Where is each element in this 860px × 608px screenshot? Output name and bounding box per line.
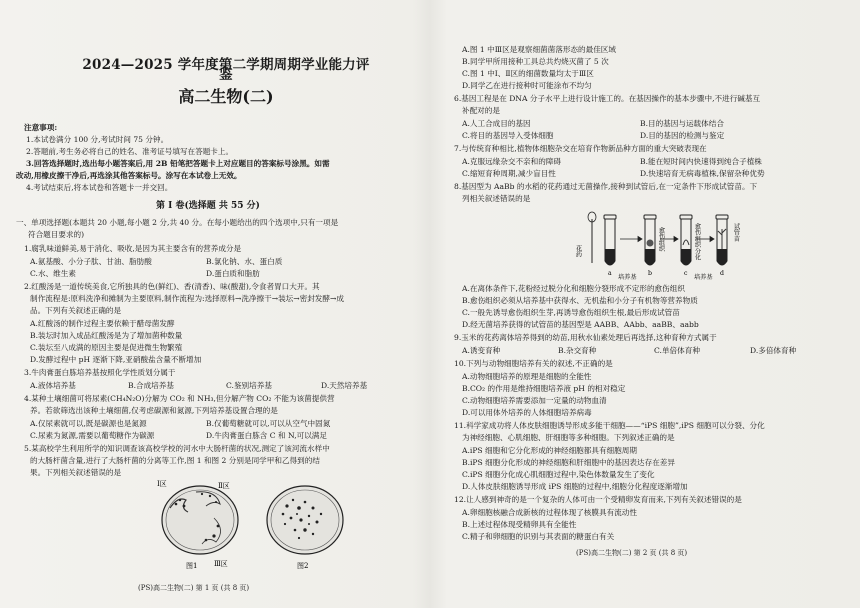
q2-option-a: A.红酸汤的制作过程主要依赖于醋母菌发酵 (30, 319, 175, 328)
q6-option-a: A.人工合成目的基因 (462, 119, 531, 128)
q2-stem: 品。下列有关叙述正确的是 (30, 306, 122, 315)
q8-option-d: D.经无菌培养获得的试管苗的基因型是 AABB、AAbb、aaBB、aabb (462, 320, 699, 329)
q2-option-b: B.装坛时加入成品红酸汤是为了增加菌种数量 (30, 331, 183, 340)
tube-b-label: b (648, 270, 652, 277)
q12-stem: 12.让人感到神奇的是一个复杂的人体可由一个受精卵发育而来,下列有关叙述错误的是 (454, 495, 742, 504)
page-1 (16, 0, 416, 608)
q2-stem: 制作流程是:原料洗净和摊制为主要原料,制作流程为:选择原料→洗净擦干→装坛→密封发酵→成 (30, 294, 344, 303)
q12-option-c: C.精子和卵细胞的识别与其表面的糖蛋白有关 (462, 532, 615, 541)
notice-item: 1.本试卷满分 100 分,考试时间 75 分钟。 (26, 135, 169, 144)
q12-option-a: A.卵细胞核融合成新核的过程体现了核膜具有流动性 (462, 508, 637, 517)
figure-2-label: 图2 (297, 562, 309, 570)
q6-option-b: B.目的基因与运载体结合 (640, 119, 724, 128)
q9-option-d: D.多倍体育种 (750, 346, 797, 355)
anther-label: 花药 (574, 245, 582, 258)
tube-d-label: d (720, 270, 724, 277)
zone-1-label: Ⅰ区 (157, 480, 167, 488)
q9-option-a: A.诱变育种 (462, 346, 501, 355)
q7-stem: 7.与传统育种相比,植物体细胞杂交在培育作物新品种方面的重大突破表现在 (454, 144, 707, 153)
q4-option-d: D.牛肉膏蛋白胨含 C 和 N,可以满足 (206, 431, 327, 440)
figure-1-streak-plate (156, 478, 246, 570)
notice-item: 3.回答选择题时,选出每小题答案后,用 2B 铅笔把答题卡上对应题目的答案标号涂黑。如需 (26, 159, 330, 168)
q6-option-c: C.将目的基因导入受体细胞 (462, 131, 554, 140)
q4-option-c: C.尿素为氮源,需要以葡萄糖作为碳源 (30, 431, 155, 440)
q11-stem: 11.科学家成功将人体皮肤细胞诱导形成多能干细胞——“iPS 细胞”,iPS 细胞可以分裂、分化 (454, 421, 765, 430)
q4-stem: 养。若欲筛选出该种土壤细菌,仅考虑碳源和氮源,下列培养基设置合理的是 (30, 406, 278, 415)
tube-c-label: c (684, 270, 688, 277)
q12-option-b: B.上述过程体现受精卵具有全能性 (462, 520, 577, 529)
q11-stem: 为神经细胞、心肌细胞、肝细胞等多种细胞。下列叙述正确的是 (462, 433, 675, 442)
page-2 (448, 0, 848, 608)
figure-1-label: 图1 (186, 562, 198, 570)
q8-stem: 列相关叙述错误的是 (462, 194, 531, 203)
notice-item: 4.考试结束后,将本试卷和答题卡一并交回。 (26, 183, 173, 192)
q11-option-a: A.iPS 细胞和它分化形成的神经细胞都具有细胞周期 (462, 446, 637, 455)
q9-option-b: B.杂交育种 (558, 346, 597, 355)
page-footer: (PS)高二生物(二) 第 1 页 (共 8 页) (138, 584, 250, 592)
notice-item: 2.答题前,考生务必将自己的姓名、准考证号填写在答题卡上。 (26, 147, 234, 156)
q4-option-a: A.仅尿素就可以,既是碳源也是氮源 (30, 419, 147, 428)
tube-a-label: a (608, 270, 612, 277)
q8-tissue-culture-diagram (570, 205, 760, 281)
q1-option-b: B.氯化钠、水、蛋白质 (206, 257, 283, 266)
q11-option-c: C.iPS 细胞分化成心肌细胞过程中,染色体数量发生了变化 (462, 470, 655, 479)
exam-subtitle: 高二生物(二) (178, 87, 274, 106)
q8-option-b: B.愈伤组织必须从培养基中获得水、无机盐和小分子有机物等营养物质 (462, 296, 698, 305)
notice-heading: 注意事项: (24, 123, 58, 132)
q5-stem: 果。下列相关叙述错误的是 (30, 468, 122, 477)
q8-option-a: A.在离体条件下,花粉经过脱分化和细胞分裂形成不定形的愈伤组织 (462, 284, 685, 293)
q10-option-b: B.CO₂ 的作用是维持细胞培养液 pH 的相对稳定 (462, 384, 626, 393)
zone-3-label: Ⅲ区 (214, 560, 228, 568)
q7-option-a: A.克服远缘杂交不亲和的障碍 (462, 157, 562, 166)
q7-option-b: B.能在短时间内快速得到纯合子植株 (640, 157, 762, 166)
medium-label: 培养基 (618, 274, 637, 281)
section-intro: 符合题目要求的) (28, 230, 85, 239)
q1-option-c: C.水、维生素 (30, 269, 76, 278)
exam-title: 2024—2025 学年度第二学期周期学业能力评鉴 (82, 57, 370, 84)
q5-option-d: D.同学乙在进行接种时可能涂布不均匀 (462, 81, 592, 90)
q8-option-c: C.一般先诱导愈伤组织生芽,再诱导愈伤组织生根,最后形成试管苗 (462, 308, 680, 317)
q11-option-b: B.iPS 细胞分化形成的神经细胞和肝细胞中的基因表达存在差异 (462, 458, 675, 467)
page-footer: (PS)高二生物(二) 第 2 页 (共 8 页) (576, 549, 688, 557)
q11-option-d: D.人体皮肤细胞诱导形成 iPS 细胞的过程中,细胞分化程度逐渐增加 (462, 482, 688, 491)
q4-stem: 4.某种土壤细菌可将尿素(CH₄N₂O)分解为 CO₂ 和 NH₃,但分解产物 CO₂ 不能为该菌提供营 (24, 394, 335, 403)
q10-option-a: A.动物细胞培养的原理是细胞的全能性 (462, 372, 592, 381)
q10-option-c: C.动物细胞培养需要添加一定量的动物血清 (462, 396, 607, 405)
q9-stem: 9.玉米的花药离体培养得到的幼苗,用秋水仙素处理后再选择,这种育种方式属于 (454, 333, 717, 342)
q8-stem: 8.基因型为 AaBb 的水稻的花药通过无菌操作,接种到试管后,在一定条件下形成试管苗。下 (454, 182, 758, 191)
q3-option-a: A.液体培养基 (30, 381, 76, 390)
q6-stem: 补配对的是 (462, 106, 500, 115)
q2-option-d: D.发酵过程中 pH 逐渐下降,亚硝酸盐含量不断增加 (30, 355, 202, 364)
q5-stem: 的大肠杆菌含量,进行了大肠杆菌的分离等工作,图 1 和图 2 分别是同学甲和乙得到的结 (30, 456, 320, 465)
plantlet-label: 试管苗 (732, 223, 740, 242)
q3-stem: 3.牛肉膏蛋白胨培养基按照化学性质划分属于 (24, 368, 176, 377)
q1-option-a: A.氨基酸、小分子肽、甘油、脂肪酸 (30, 257, 152, 266)
q10-stem: 10.下列与动物细胞培养有关的叙述,不正确的是 (454, 359, 613, 368)
callus-label: 愈伤组织 (657, 227, 665, 252)
medium-label: 培养基 (694, 274, 713, 281)
q7-option-d: D.快速培育无病毒植株,保留杂种优势 (640, 169, 765, 178)
section-intro: 一、单项选择题(本题共 20 小题,每小题 2 分,共 40 分。在每小题给出的四个选项中,只有一项是 (16, 218, 339, 227)
notice-item: 改动,用橡皮擦干净后,再选涂其他答案标号。涂写在本试卷上无效。 (16, 171, 242, 180)
q1-stem: 1.腐乳味道鲜美,易于消化、吸收,是因为其主要含有的营养成分是 (24, 244, 242, 253)
differentiation-label: 愈伤组织分化 (693, 223, 701, 261)
q5-option-a: A.图 1 中Ⅲ区是观察细菌菌落形态的最佳区域 (462, 45, 616, 54)
q3-option-d: D.天然培养基 (321, 381, 368, 390)
q1-option-d: D.蛋白质和脂肪 (206, 269, 260, 278)
q7-option-c: C.缩短育种周期,减少盲目性 (462, 169, 556, 178)
q6-option-d: D.目的基因的检测与鉴定 (640, 131, 725, 140)
q5-option-c: C.图 1 中Ⅰ、Ⅱ区的细菌数量均太于Ⅲ区 (462, 69, 594, 78)
section-title: 第 Ⅰ 卷(选择题 共 55 分) (156, 201, 260, 211)
q4-option-b: B.仅葡萄糖就可以,可以从空气中固氮 (206, 419, 331, 428)
anther-icon (588, 212, 596, 263)
q5-stem: 5.某高校学生利用所学的知识调查该高校学校的河水中大肠杆菌的状况,测定了该河流水样中 (24, 444, 330, 453)
q9-option-c: C.单倍体育种 (654, 346, 700, 355)
q5-option-b: B.同学甲所用接种工具总共灼烧灭菌了 5 次 (462, 57, 609, 66)
figure-2-spread-plate (261, 478, 349, 570)
q2-stem: 2.红酸汤是一道传统美食,它所独具的色(鲜红)、香(清香)、味(酸甜),令食者胃口大开。其 (24, 282, 320, 291)
q3-option-b: B.合成培养基 (128, 381, 174, 390)
q3-option-c: C.鉴别培养基 (226, 381, 272, 390)
q2-option-c: C.装坛至八成满的原因主要是促进微生物繁殖 (30, 343, 183, 352)
q10-option-d: D.可以用体外培养的人体细胞培养病毒 (462, 408, 592, 417)
zone-2-label: Ⅱ区 (218, 482, 230, 490)
q6-stem: 6.基因工程是在 DNA 分子水平上进行设计施工的。在基因操作的基本步骤中,不进行碱基互 (454, 94, 761, 103)
